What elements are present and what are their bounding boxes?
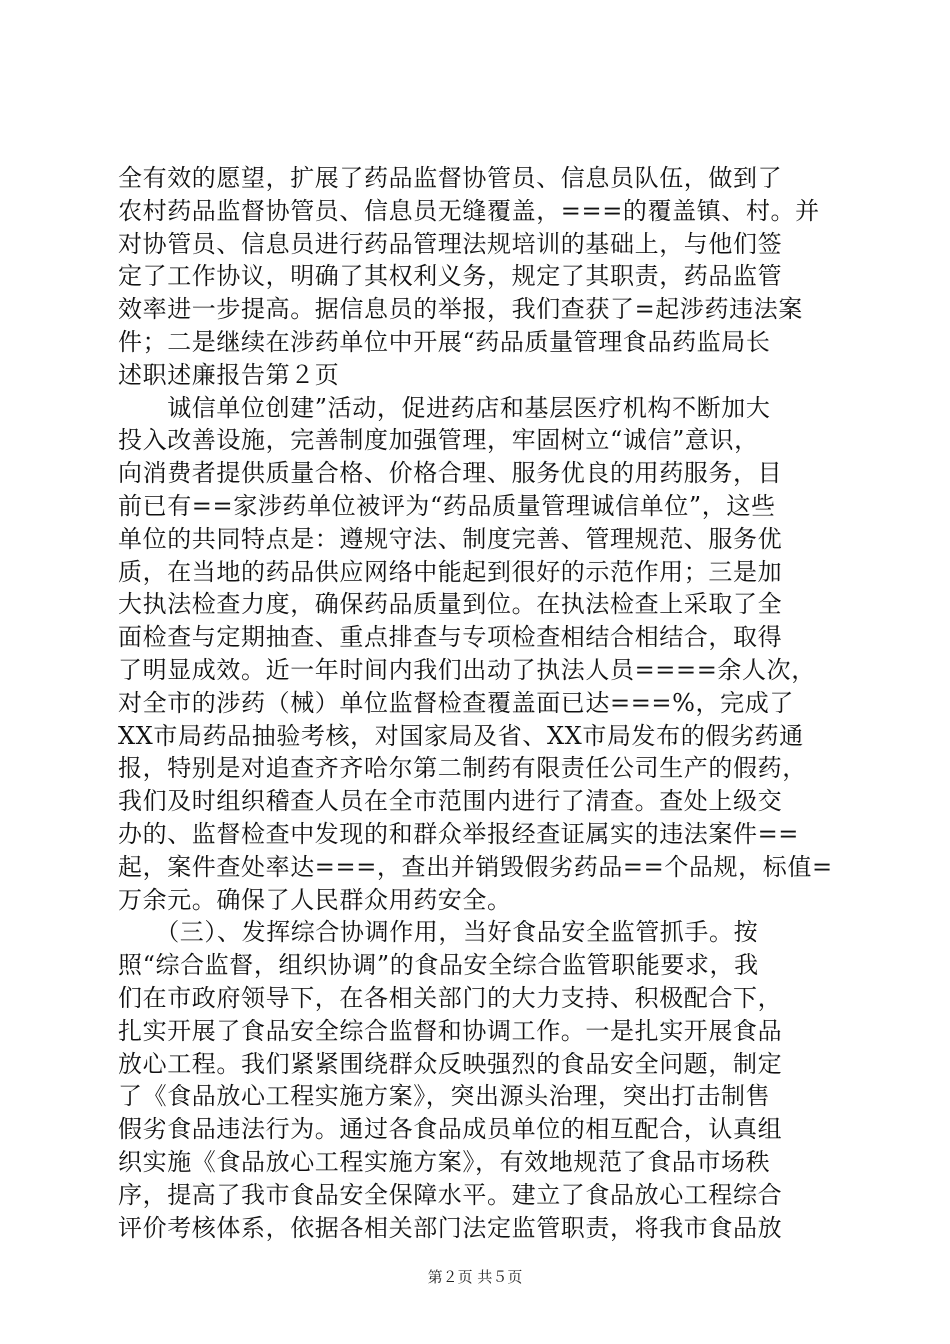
document-body bbox=[118, 162, 838, 1244]
text-line: 织实施《食品放心工程实施方案》，有效地规范了食品市场秩 bbox=[118, 1147, 771, 1176]
text-line: 了明显成效。近一年时间内我们出动了执法人员====余人次， bbox=[118, 655, 816, 684]
text-line: 万余元。确保了人民群众用药安全。 bbox=[118, 885, 512, 914]
text-line: 诚信单位创建”活动，促进药店和基层医疗机构不断加大 bbox=[118, 393, 771, 422]
page-footer bbox=[0, 1267, 950, 1287]
text-line: 扎实开展了食品安全综合监督和协调工作。一是扎实开展食品 bbox=[118, 1016, 783, 1045]
page-number: 第２页 共５页 bbox=[427, 1268, 523, 1286]
text-line: 们在市政府领导下，在各相关部门的大力支持、积极配合下， bbox=[118, 983, 783, 1012]
text-line: 办的、监督检查中发现的和群众举报经查证属实的违法案件== bbox=[118, 819, 800, 848]
text-line: 定了工作协议，明确了其权利义务，规定了其职责，药品监管 bbox=[118, 262, 783, 291]
text-line: 向消费者提供质量合格、价格合理、服务优良的用药服务，目 bbox=[118, 459, 783, 488]
text-line: 全有效的愿望，扩展了药品监督协管员、信息员队伍，做到了 bbox=[118, 164, 783, 192]
text-line: 对全市的涉药（械）单位监督检查覆盖面已达===%，完成了 bbox=[118, 688, 794, 717]
text-line: 序，提高了我市食品安全保障水平。建立了食品放心工程综合 bbox=[118, 1180, 783, 1209]
text-line: 评价考核体系，依据各相关部门法定监管职责，将我市食品放 bbox=[118, 1213, 783, 1242]
text-line: 起，案件查处率达===，查出并销毁假劣药品==个品规，标值= bbox=[118, 852, 833, 881]
text-line: 放心工程。我们紧紧围绕群众反映强烈的食品安全问题，制定 bbox=[118, 1049, 783, 1078]
text-line: 效率进一步提高。据信息员的举报，我们查获了=起涉药违法案 bbox=[118, 295, 803, 324]
text-line: 假劣食品违法行为。通过各食品成员单位的相互配合，认真组 bbox=[118, 1115, 783, 1144]
text-line: 报，特别是对追查齐齐哈尔第二制药有限责任公司生产的假药， bbox=[118, 754, 807, 783]
text-line: 农村药品监督协管员、信息员无缝覆盖，===的覆盖镇、村。并 bbox=[118, 196, 820, 225]
text-line: 单位的共同特点是：遵规守法、制度完善、管理规范、服务优 bbox=[118, 524, 783, 553]
text-line: 述职述廉报告第２页 bbox=[118, 360, 340, 389]
text-line: 质，在当地的药品供应网络中能起到很好的示范作用；三是加 bbox=[118, 557, 783, 586]
text-line: 面检查与定期抽查、重点排查与专项检查相结合相结合，取得 bbox=[118, 623, 783, 652]
text-line: 了《食品放心工程实施方案》，突出源头治理，突出打击制售 bbox=[118, 1082, 771, 1111]
text-line: 对协管员、信息员进行药品管理法规培训的基础上，与他们签 bbox=[118, 229, 783, 258]
text-line: 投入改善设施，完善制度加强管理，牢固树立“诚信”意识， bbox=[118, 426, 759, 455]
text-line: XX市局药品抽验考核，对国家局及省、XX市局发布的假劣药通 bbox=[118, 721, 804, 750]
text-line: 件；二是继续在涉药单位中开展“药品质量管理食品药监局长 bbox=[118, 327, 771, 356]
text-line: 我们及时组织稽查人员在全市范围内进行了清查。查处上级交 bbox=[118, 787, 783, 816]
text-line: （三）、发挥综合协调作用，当好食品安全监管抓手。按 bbox=[118, 918, 759, 947]
text-line: 前已有==家涉药单位被评为“药品质量管理诚信单位”，这些 bbox=[118, 491, 776, 520]
text-line: 照“综合监督，组织协调”的食品安全综合监管职能要求，我 bbox=[118, 951, 759, 980]
text-line: 大执法检查力度，确保药品质量到位。在执法检查上采取了全 bbox=[118, 590, 783, 619]
